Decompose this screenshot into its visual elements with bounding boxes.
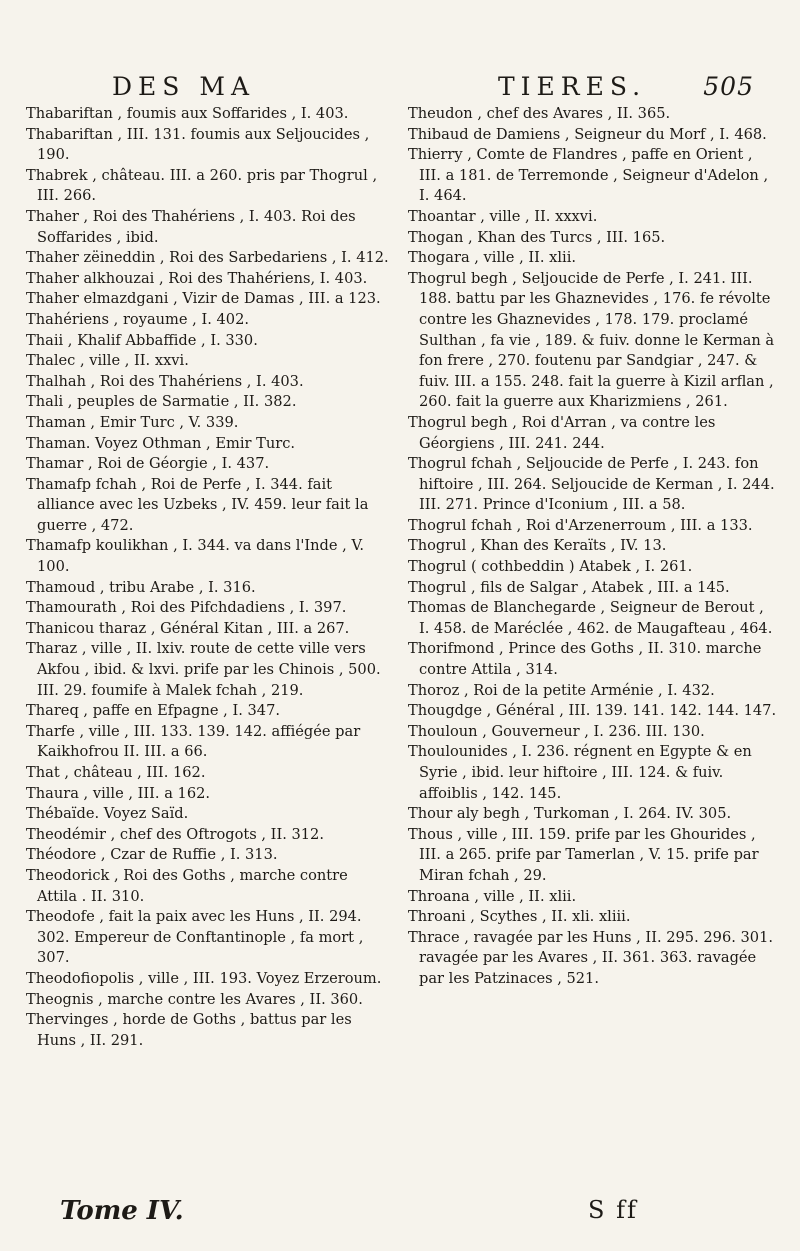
index-entry: Thour aly begh , Turkoman , I. 264. IV. 305.	[408, 805, 732, 823]
signature-mark: S ff	[588, 1196, 638, 1224]
index-entry: Thogrul , Khan des Keraïts , IV. 13.	[408, 537, 667, 555]
index-entry: Thogrul begh , Roi d'Arran , va contre les Géorgiens , III. 241. 244.	[408, 413, 716, 452]
index-entry: Thierry , Comte de Flandres , paffe en Orient , III. a 181. de Terremonde , Seigneur d'Adelon , I. 464.	[408, 146, 769, 205]
index-entry: Thogrul , fils de Salgar , Atabek , III. a 145.	[408, 578, 730, 596]
index-entry: Thabariftan , III. 131. foumis aux Seljoucides , 190.	[26, 125, 370, 164]
index-entry: Thaher alkhouzai , Roi des Thahériens, I. 403.	[26, 269, 368, 287]
index-entry: Thogrul begh , Seljoucide de Perfe , I. 241. III. 188. battu par les Ghaznevides , 176. fe révolte contre les Ghaznevides , 178. 179. proclamé Sulthan , fa vie , 189. & fuiv. donne le Kerman à fon frere , 270. foutenu par Sandgiar , 247. & fuiv. III. a 155. 248. fait la guerre à Kizil arflan , 260. fait la guerre aux Kharizmiens , 261.	[408, 269, 775, 411]
index-entry: Théodore , Czar de Ruffie , I. 313.	[26, 846, 278, 864]
index-entry: Thomas de Blanchegarde , Seigneur de Berout , I. 458. de Maréclée , 462. de Maugafteau , 464.	[408, 599, 773, 637]
index-entry: Thaher , Roi des Thahériens , I. 403. Roi des Soffarides , ibid.	[26, 207, 356, 246]
index-entry: Tharaz , ville , II. lxiv. route de cette ville vers Akfou , ibid. & lxvi. prife par les Chinois , 500. III. 29. foumife à Malek fchah , 219.	[26, 640, 381, 699]
header-left: DES MA	[112, 72, 256, 101]
index-entry: Thogara , ville , II. xlii.	[408, 249, 577, 267]
index-entry: Thamafp fchah , Roi de Perfe , I. 344. fait alliance avec les Uzbeks , IV. 459. leur fait la guerre , 472.	[26, 475, 369, 534]
left-index-column	[26, 104, 390, 1051]
index-entry: Thrace , ravagée par les Huns , II. 295. 296. 301. ravagée par les Avares , II. 361. 363. ravagée par les Patzinaces , 521.	[408, 928, 774, 987]
index-entry: Thali , peuples de Sarmatie , II. 382.	[26, 393, 297, 411]
index-entry: Thanicou tharaz , Général Kitan , III. a 267.	[26, 619, 350, 637]
index-entry: Thaher zëineddin , Roi des Sarbedariens , I. 412.	[26, 249, 389, 267]
right-index-column	[408, 104, 778, 990]
index-entry: Thamar , Roi de Géorgie , I. 437.	[26, 455, 270, 473]
index-entry: Thogrul fchah , Roi d'Arzenerroum , III. a 133.	[408, 516, 753, 534]
running-header	[88, 72, 760, 108]
index-entry: Thabariftan , foumis aux Soffarides , I. 403.	[26, 105, 349, 122]
index-entry: Thabrek , château. III. a 260. pris par Thogrul , III. 266.	[26, 166, 378, 205]
index-entry: That , château , III. 162.	[26, 764, 206, 781]
index-entry: Thervinges , horde de Goths , battus par les Huns , II. 291.	[26, 1011, 352, 1049]
index-entry: Thamoud , tribu Arabe , I. 316.	[26, 578, 256, 596]
index-entry: Thaher elmazdgani , Vizir de Damas , III. a 123.	[26, 290, 381, 308]
index-entry: Thouloun , Gouverneur , I. 236. III. 130.	[408, 722, 705, 740]
index-entry: Thoulounides , I. 236. régnent en Egypte & en Syrie , ibid. leur hiftoire , III. 124. & fuiv. affoiblis , 142. 145.	[408, 743, 752, 802]
header-right: TIERES.	[498, 72, 647, 101]
index-entry: Thamourath , Roi des Pifchdadiens , I. 397.	[26, 599, 347, 617]
index-entry: Thalhah , Roi des Thahériens , I. 403.	[26, 372, 304, 390]
index-entry: Thébaïde. Voyez Saïd.	[26, 805, 189, 823]
index-entry: Thahériens , royaume , I. 402.	[26, 310, 249, 328]
index-entry: Tharfe , ville , III. 133. 139. 142. affiégée par Kaikhofrou II. III. a 66.	[26, 722, 361, 761]
index-entry: Thoantar , ville , II. xxxvi.	[408, 207, 598, 225]
index-entry: Thougdge , Général , III. 139. 141. 142. 144. 147.	[408, 702, 777, 720]
index-entry: Theudon , chef des Avares , II. 365.	[408, 105, 671, 122]
index-entry: Thaman , Emir Turc , V. 339.	[26, 413, 239, 431]
index-entry: Thaura , ville , III. a 162.	[26, 784, 211, 802]
index-entry: Theodémir , chef des Oftrogots , II. 312.	[26, 825, 324, 843]
index-entry: Thaman. Voyez Othman , Emir Turc.	[26, 434, 296, 452]
index-entry: Thaii , Khalif Abbaffide , I. 330.	[26, 331, 258, 349]
index-entry: Theodofiopolis , ville , III. 193. Voyez Erzeroum.	[26, 969, 382, 987]
index-entry: Theognis , marche contre les Avares , II. 360.	[26, 990, 363, 1008]
page-number: 505	[703, 72, 754, 101]
index-entry: Thoroz , Roi de la petite Arménie , I. 432.	[408, 681, 715, 699]
index-entry: Thalec , ville , II. xxvi.	[26, 352, 189, 370]
index-entry: Thareq , paffe en Efpagne , I. 347.	[26, 702, 280, 720]
index-entry: Thorifmond , Prince des Goths , II. 310. marche contre Attila , 314.	[408, 640, 762, 679]
index-entry: Thogrul ( cothbeddin ) Atabek , I. 261.	[408, 558, 693, 576]
index-entry: Theodorick , Roi des Goths , marche contre Attila . II. 310.	[26, 866, 348, 905]
index-entry: Thogrul fchah , Seljoucide de Perfe , I. 243. fon hiftoire , III. 264. Seljoucide de Kerman , I. 244. III. 271. Prince d'Iconium , III. a 58.	[408, 455, 775, 514]
index-entry: Thogan , Khan des Turcs , III. 165.	[408, 228, 666, 246]
index-entry: Theodofe , fait la paix avec les Huns , II. 294. 302. Empereur de Conftantinople , fa mort , 307.	[26, 908, 364, 967]
volume-label: Tome IV.	[60, 1196, 184, 1226]
index-entry: Thous , ville , III. 159. prife par les Ghourides , III. a 265. prife par Tamerlan , V. 15. prife par Miran fchah , 29.	[408, 825, 759, 884]
index-entry: Throani , Scythes , II. xli. xliii.	[408, 908, 631, 926]
index-entry: Thibaud de Damiens , Seigneur du Morf , I. 468.	[408, 125, 767, 143]
index-entry: Throana , ville , II. xlii.	[408, 887, 577, 905]
index-entry: Thamafp koulikhan , I. 344. va dans l'Inde , V. 100.	[26, 537, 365, 576]
